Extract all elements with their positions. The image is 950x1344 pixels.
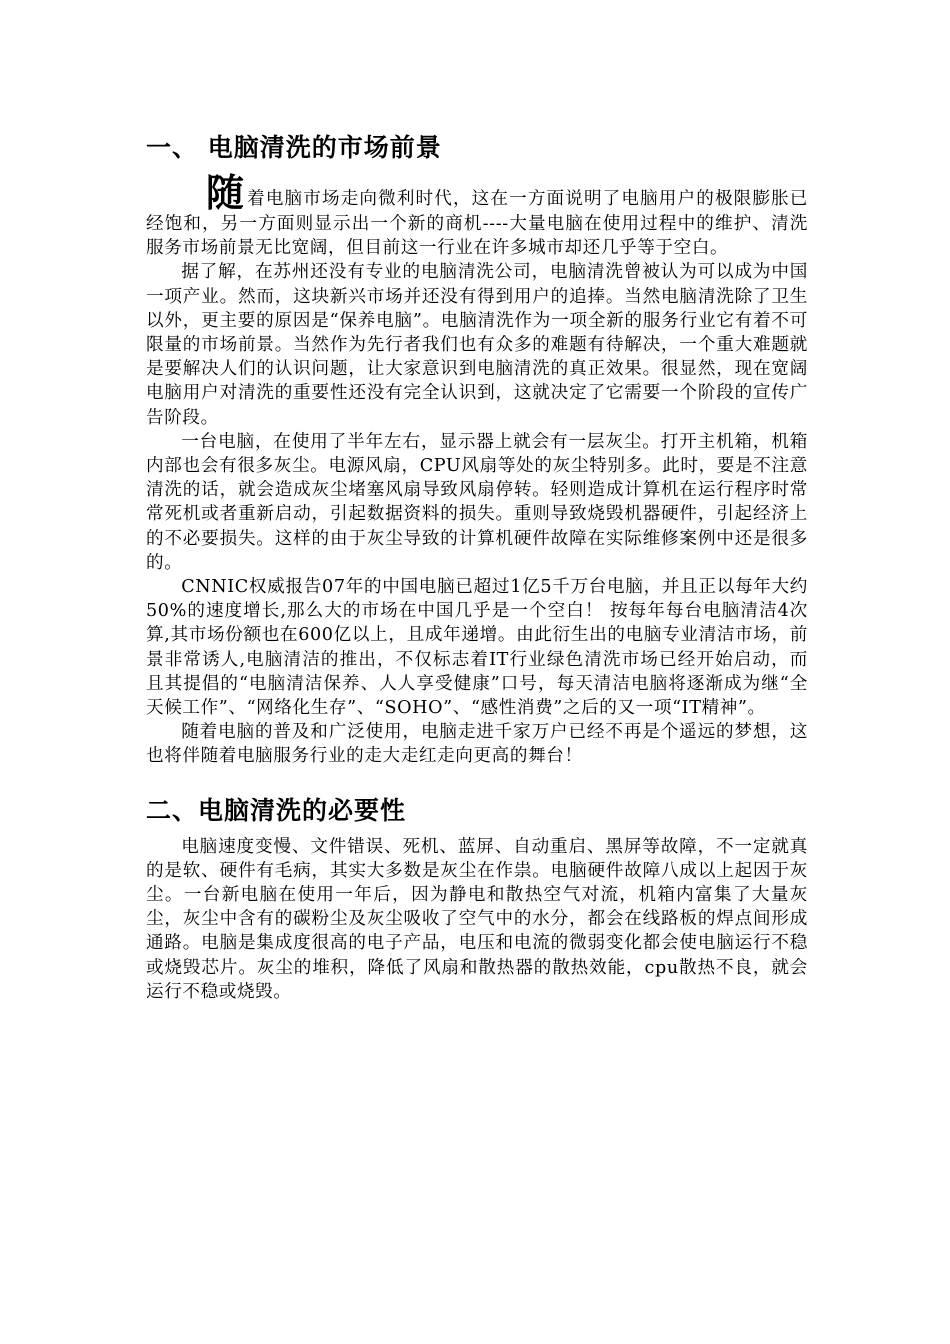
section-1-heading: 一、 电脑清洗的市场前景 [146,133,442,162]
section-2-paragraph-1: 电脑速度变慢、文件错误、死机、蓝屏、自动重启、黑屏等故障，不一定就真的是软、硬件有毛病，其实大多数是灰尘在作祟。电脑硬件故障八成以上起因于灰尘。一台新电脑在使用一年后，因为静电和散热空气对流，机箱内富集了大量灰尘，灰尘中含有的碳粉尘及灰尘吸收了空气中的水分，都会在线路板的焊点间形成通路。电脑是集成度很高的电子产品，电压和电流的微弱变化都会使电脑运行不稳或烧毁芯片。灰尘的堆积，降低了风扇和散热器的散热效能，cpu散热不良，就会运行不稳或烧毁。 [146,836,808,1002]
section-1-paragraph-3: 一台电脑，在使用了半年左右，显示器上就会有一层灰尘。打开主机箱，机箱内部也会有很多灰尘。电源风扇，CPU风扇等处的灰尘特别多。此时，要是不注意清洗的话，就会造成灰尘堵塞风扇导致风扇停转。轻则造成计算机在运行程序时常常死机或者重新启动，引起数据资料的损失。重则导致烧毁机器硬件，引起经济上的不必要损失。这样的由于灰尘导致的计算机硬件故障在实际维修案例中还是很多的。 [146,431,808,573]
section-1-paragraph-4: CNNIC权威报告07年的中国电脑已超过1亿5千万台电脑，并且正以每年大约50%的速度增长,那么大的市场在中国几乎是一个空白！ 按每年每台电脑清洁4次算,其市场份额也在600亿以上，且成年递增。由此衍生出的电脑专业清洁市场，前景非常诱人,电脑清洁的推出，不仅标志着IT行业绿色清洗市场已经开始启动，而且其提倡的“电脑清洁保养、人人享受健康”口号，每天清洁电脑将逐渐成为继“全天候工作”、“网络化生存”、“SOHO”、“感性消费”之后的又一项“IT精神”。 [146,577,808,719]
section-1-paragraph-2: 据了解，在苏州还没有专业的电脑清洗公司，电脑清洗曾被认为可以成为中国一项产业。然而，这块新兴市场并还没有得到用户的追捧。当然电脑清洗除了卫生以外，更主要的原因是“保养电脑”。电脑清洗作为一项全新的服务行业它有着不可限量的市场前景。当然作为先行者我们也有众多的难题有待解决，一个重大难题就是要解决人们的认识问题，让大家意识到电脑清洗的真正效果。很显然，现在宽阔电脑用户对清洗的重要性还没有完全认识到，这就决定了它需要一个阶段的宣传广告阶段。 [146,262,808,428]
section-1-paragraph-5: 随着电脑的普及和广泛使用，电脑走进千家万户已经不再是个遥远的梦想，这也将伴随着电脑服务行业的走大走红走向更高的舞台！ [146,722,808,767]
section-1-paragraph-1-text: 着电脑市场走向微利时代，这在一方面说明了电脑用户的极限膨胀已经饱和，另一方面则显示出一个新的商机----大量电脑在使用过程中的维护、清洗服务市场前景无比宽阔，但目前这一行业在许多城市却还几乎等于空白。 [146,189,808,259]
section-2-heading: 二、电脑清洗的必要性 [146,795,407,825]
document-page [146,128,808,1004]
section-1-paragraph-1 [146,171,808,260]
drop-cap: 随 [206,171,246,215]
